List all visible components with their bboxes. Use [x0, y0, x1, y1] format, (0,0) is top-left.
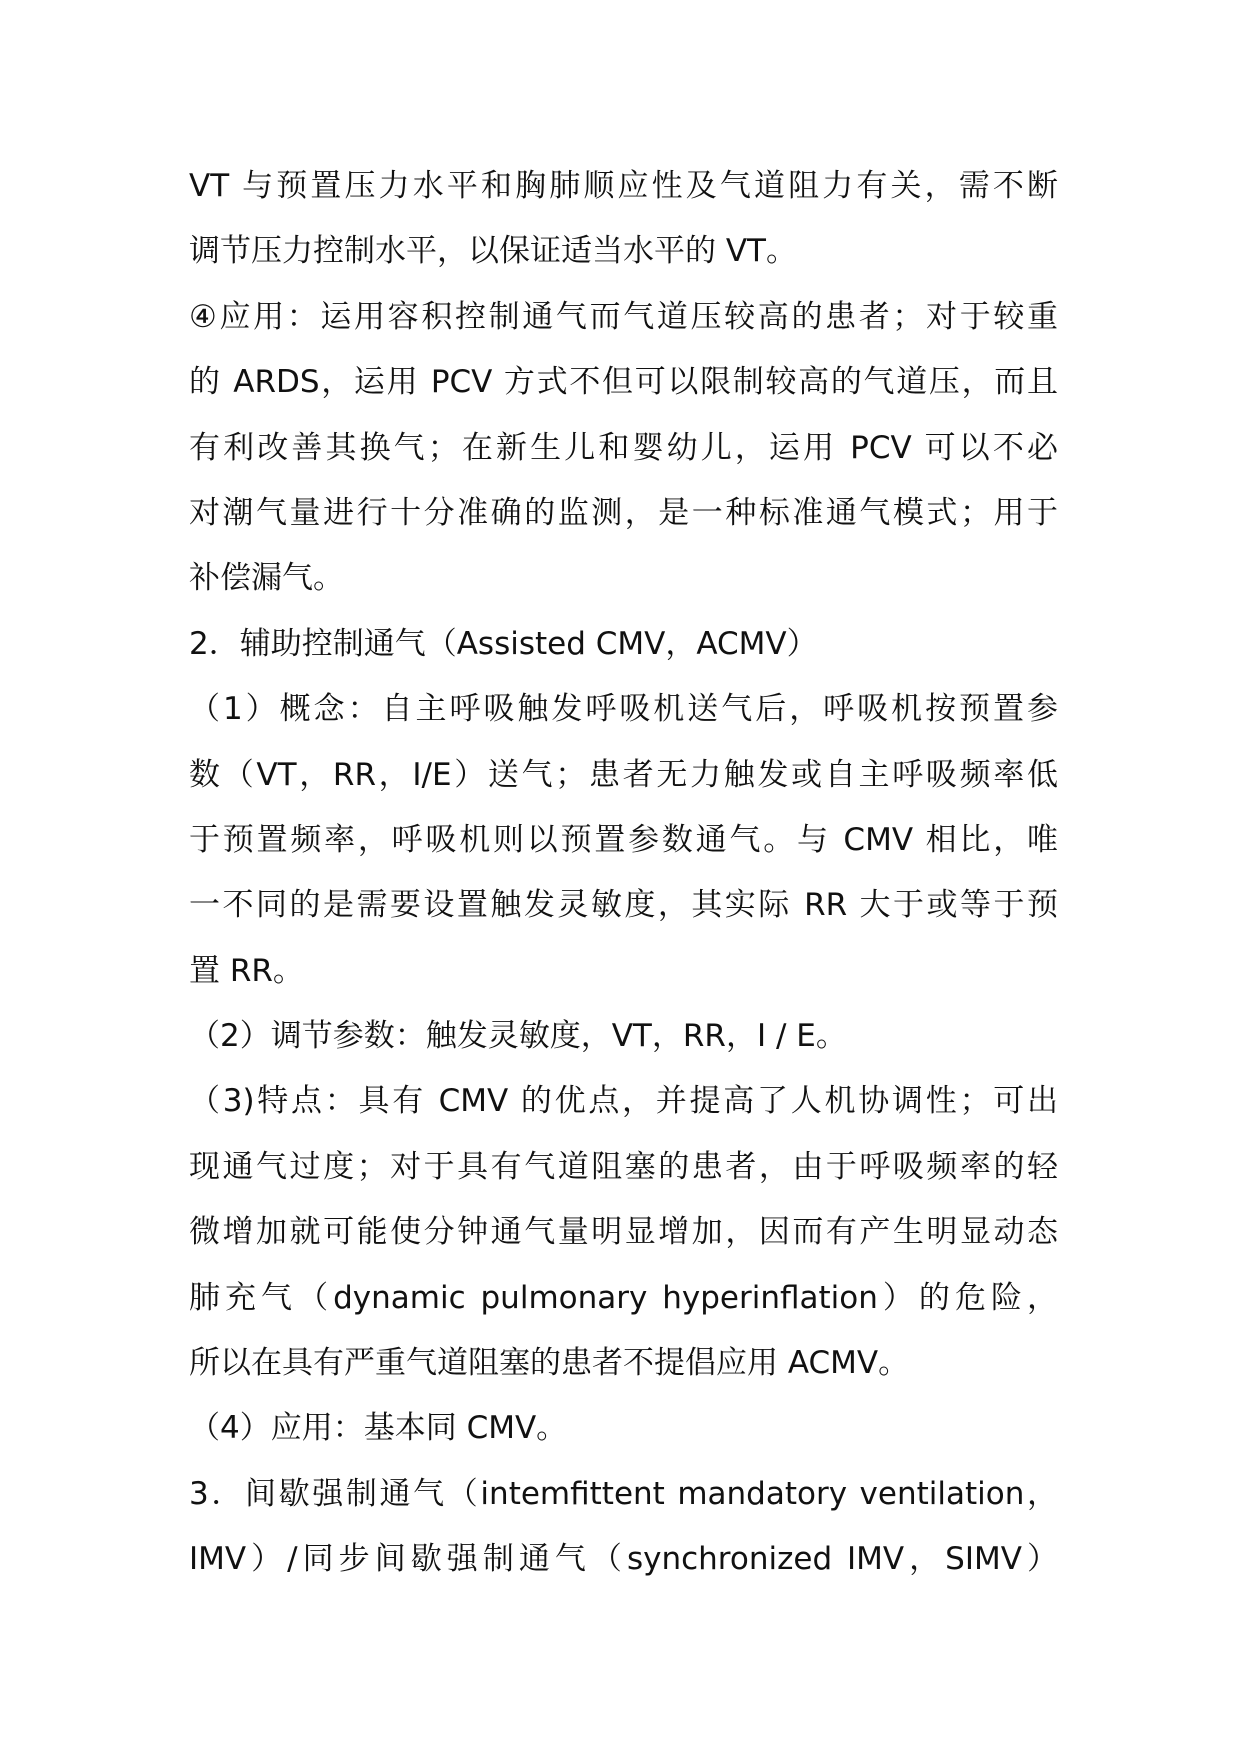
text-line: 补偿漏气。 [189, 560, 344, 597]
text-line: 现通气过度；对于具有气道阻塞的患者，由于呼吸频率的轻 [189, 1148, 1058, 1185]
text-line: 3．间歇强制通气（intemfittent mandatory ventilation， [189, 1475, 1058, 1512]
text-line: 的 ARDS，运用 PCV 方式不但可以限制较高的气道压，而且 [189, 364, 1058, 401]
text-line: 所以在具有严重气道阻塞的患者不提倡应用 ACMV。 [189, 1345, 910, 1382]
document-page [189, 154, 1058, 1593]
text-line: 一不同的是需要设置触发灵敏度，其实际 RR 大于或等于预 [189, 887, 1058, 924]
text-line: 调节压力控制水平，以保证适当水平的 VT。 [189, 233, 797, 270]
text-line: VT 与预置压力水平和胸肺顺应性及气道阻力有关，需不断 [189, 168, 1058, 204]
text-line: （4）应用：基本同 CMV。 [189, 1410, 568, 1447]
text-line: 微增加就可能使分钟通气量明显增加，因而有产生明显动态 [189, 1214, 1058, 1251]
text-line: 有利改善其换气；在新生儿和婴幼儿，运用 PCV 可以不必 [189, 429, 1058, 466]
text-line: 对潮气量进行十分准确的监测，是一种标准通气模式；用于 [189, 494, 1058, 531]
text-line: 肺充气（dynamic pulmonary hyperinflation）的危险， [189, 1279, 1059, 1316]
text-line: 置 RR。 [189, 952, 304, 989]
text-line: （2）调节参数：触发灵敏度，VT，RR，I / E。 [189, 1018, 847, 1055]
text-line: 于预置频率，呼吸机则以预置参数通气。与 CMV 相比，唯 [189, 821, 1058, 858]
text-line: （1）概念：自主呼吸触发呼吸机送气后，呼吸机按预置参 [189, 691, 1058, 728]
text-line: 2．辅助控制通气（Assisted CMV，ACMV） [189, 625, 818, 662]
text-line: 数（VT，RR，I/E）送气；患者无力触发或自主呼吸频率低 [189, 756, 1058, 793]
text-line: IMV）/同步间歇强制通气（synchronized IMV，SIMV） [189, 1541, 1058, 1578]
text-line: ④应用：运用容积控制通气而气道压较高的患者；对于较重 [189, 298, 1058, 335]
text-line: （3)特点：具有 CMV 的优点，并提高了人机协调性；可出 [189, 1083, 1058, 1120]
